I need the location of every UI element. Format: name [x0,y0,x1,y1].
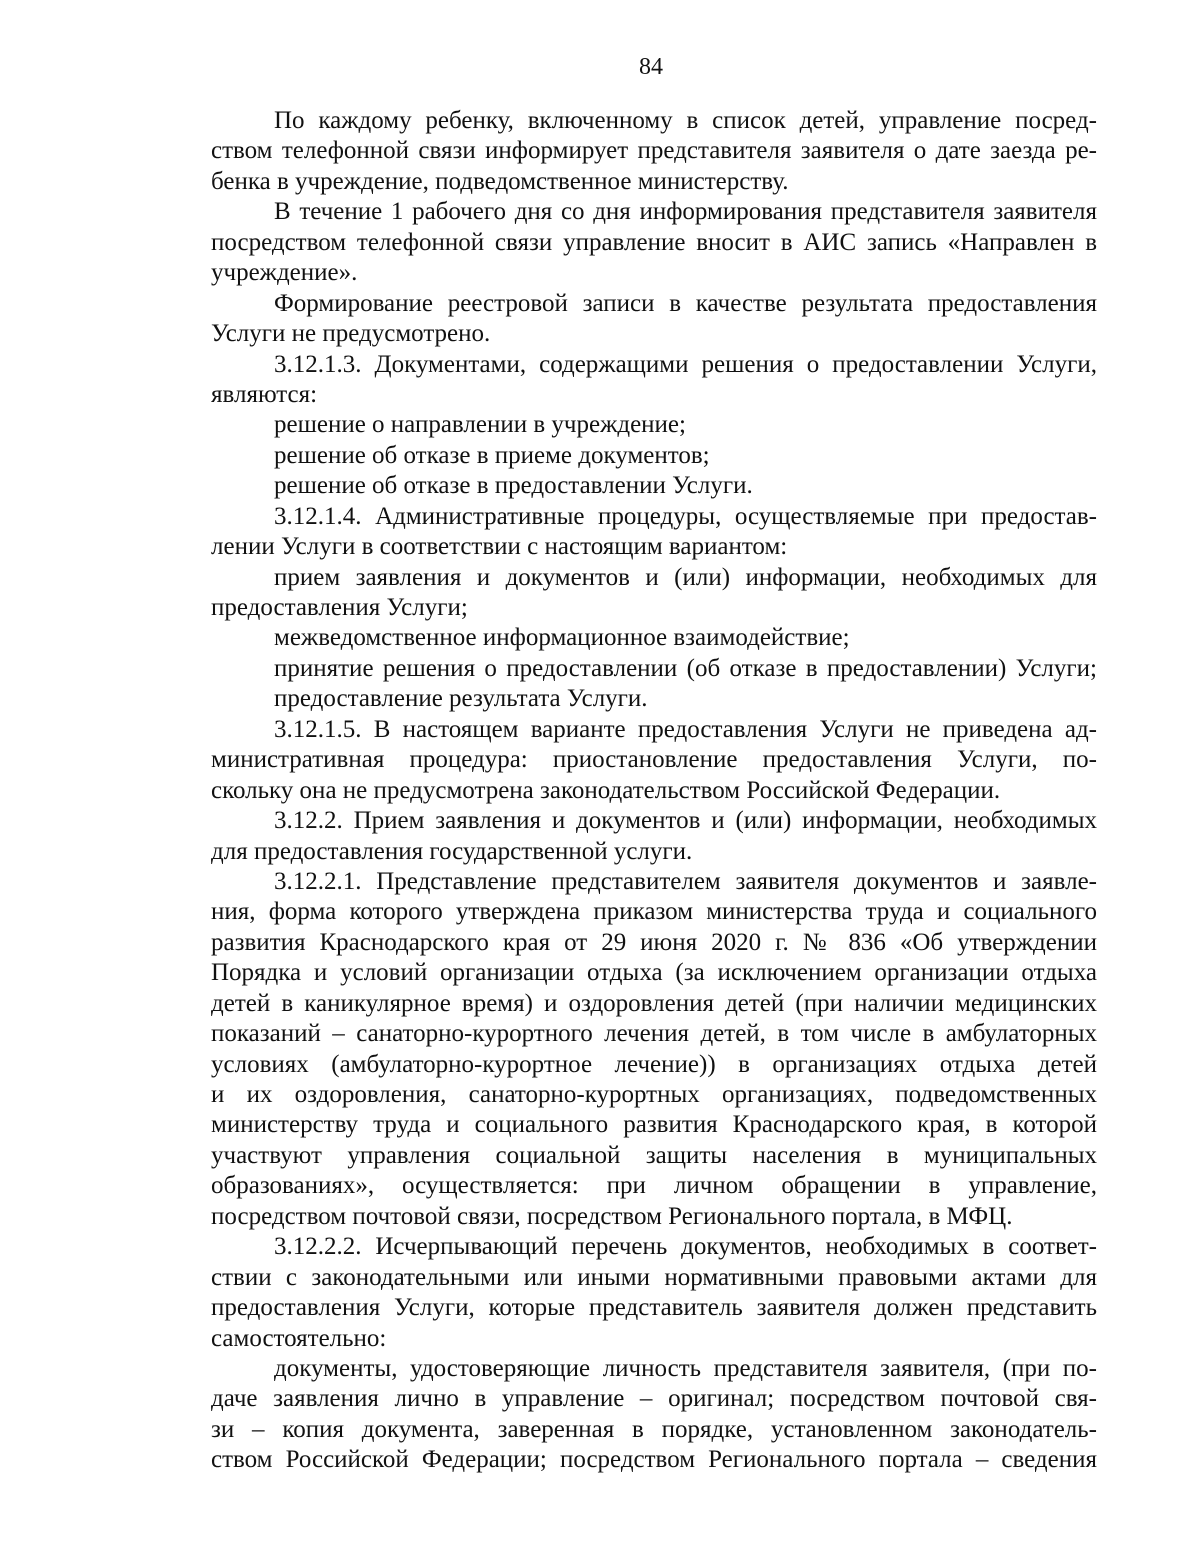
text-line: зи – копия документа, заверенная в порядке, установленном законодатель- [211,1415,1097,1443]
text-line: показаний – санаторно-курортного лечения детей, в том числе в амбулаторных [211,1020,1097,1048]
page-number: 84 [639,54,663,80]
text-line: учреждение». [211,259,358,287]
text-line: являются: [211,380,318,408]
text-line: даче заявления лично в управление – оригинал; посредством почтовой свя- [211,1385,1097,1413]
text-line: предоставление результата Услуги. [274,685,648,713]
text-line: ствии с законодательными или иными нормативными правовыми актами для [211,1263,1097,1291]
text-line: 3.12.2.1. Представление представителем заявителя документов и заявле- [274,867,1097,895]
text-line: 3.12.1.3. Документами, содержащими решения о предоставлении Услуги, [274,350,1097,378]
text-line: посредством почтовой связи, посредством Регионального портала, в МФЦ. [211,1202,1013,1230]
text-line: для предоставления государственной услуги. [211,837,693,865]
text-line: решение об отказе в предоставлении Услуги. [274,472,753,500]
text-line: условиях (амбулаторно-курортное лечение)) в организациях отдыха детей [211,1050,1097,1078]
text-line: министративная процедура: приостановление предоставления Услуги, по- [211,746,1097,774]
text-line: В течение 1 рабочего дня со дня информирования представителя заявителя [274,198,1097,226]
text-line: решение о направлении в учреждение; [274,411,686,439]
text-line: решение об отказе в приеме документов; [274,441,710,469]
text-line: прием заявления и документов и (или) информации, необходимых для [274,563,1097,591]
text-line: предоставления Услуги, которые представитель заявителя должен представить [211,1294,1097,1322]
text-line: 3.12.2.2. Исчерпывающий перечень документов, необходимых в соответ- [274,1233,1097,1261]
document-body [211,106,1097,1476]
text-line: предоставления Услуги; [211,594,468,621]
text-line: документы, удостоверяющие личность представителя заявителя, (при по- [274,1354,1097,1382]
text-line: По каждому ребенку, включенному в список детей, управление посред- [274,107,1097,134]
text-line: ством Российской Федерации; посредством Регионального портала – сведения [211,1446,1097,1474]
text-line: 3.12.1.5. В настоящем варианте предоставления Услуги не приведена ад- [274,715,1097,743]
text-line: Порядка и условий организации отдыха (за исключением организации отдыха [211,959,1097,987]
text-line: Услуги не предусмотрено. [211,320,491,348]
text-line: детей в каникулярное время) и оздоровления детей (при наличии медицинских [211,989,1097,1017]
text-line: самостоятельно: [211,1324,387,1352]
text-line: развития Краснодарского края от 29 июня 2020 г. № 836 «Об утверждении [211,928,1097,956]
text-line: ством телефонной связи информирует представителя заявителя о дате заезда ре- [211,137,1097,165]
text-line: 3.12.1.4. Административные процедуры, осуществляемые при предостав- [274,502,1097,530]
text-line: бенка в учреждение, подведомственное министерству. [211,167,789,195]
text-line: Формирование реестровой записи в качестве результата предоставления [274,289,1097,317]
text-line: принятие решения о предоставлении (об отказе в предоставлении) Услуги; [274,654,1097,682]
text-line: ния, форма которого утверждена приказом министерства труда и социального [211,898,1097,926]
text-line: 3.12.2. Прием заявления и документов и (или) информации, необходимых [274,807,1097,835]
text-line: посредством телефонной связи управление вносит в АИС запись «Направлен в [211,228,1097,256]
text-line: образованиях», осуществляется: при личном обращении в управление, [211,1172,1097,1200]
text-line: участвуют управления социальной защиты населения в муниципальных [211,1141,1097,1169]
text-line: лении Услуги в соответствии с настоящим вариантом: [211,533,788,561]
text-line: и их оздоровления, санаторно-курортных организациях, подведомственных [211,1081,1097,1108]
text-line: скольку она не предусмотрена законодательством Российской Федерации. [211,776,1001,804]
text-line: министерству труда и социального развития Краснодарского края, в которой [211,1111,1097,1139]
text-line: межведомственное информационное взаимодействие; [274,624,850,652]
